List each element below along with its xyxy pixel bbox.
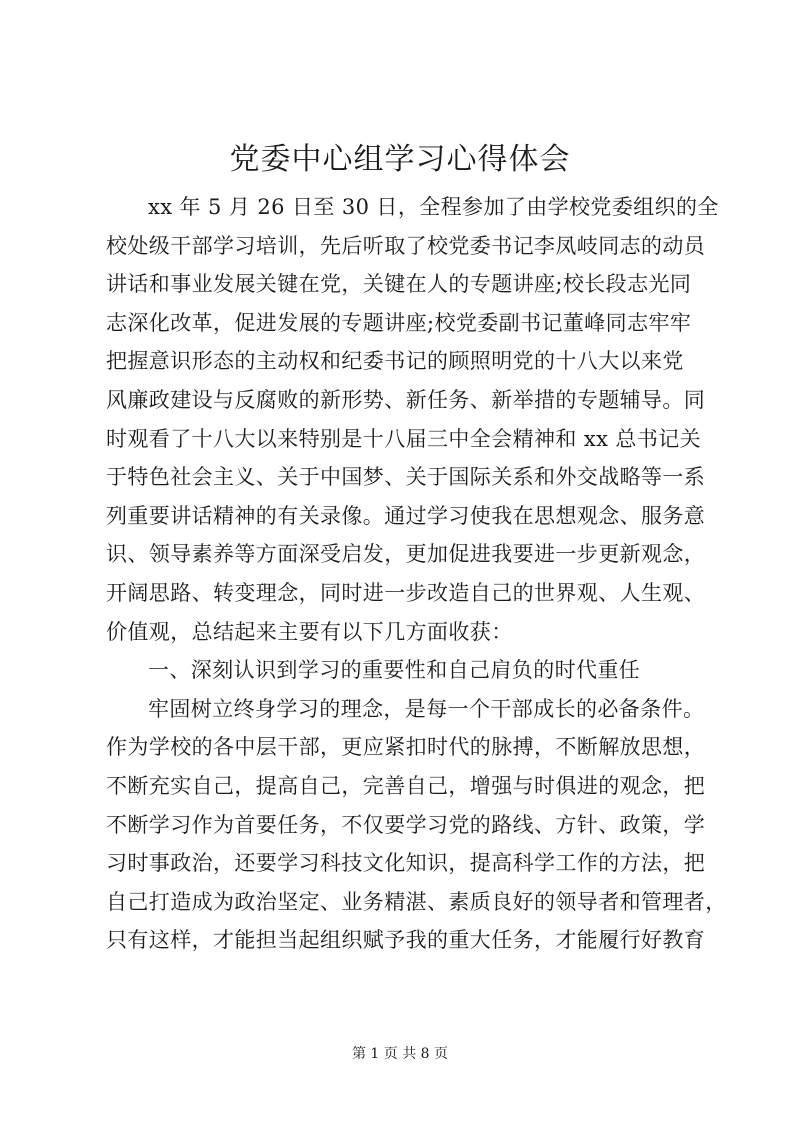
paragraph-line: 牢固树立终身学习的理念，是每一个干部成长的必备条件。 bbox=[148, 696, 705, 721]
paragraph-line: 自己打造成为政治坚定、业务精湛、素质良好的领导者和管理者， bbox=[106, 889, 727, 914]
document-title: 党委中心组学习心得体会 bbox=[229, 142, 571, 177]
paragraph-line: 作为学校的各中层干部，更应紧扣时代的脉搏，不断解放思想， bbox=[106, 735, 706, 760]
paragraph-line: xx 年 5 月 26 日至 30 日，全程参加了由学校党委组织的全 bbox=[148, 195, 719, 219]
section-heading: 一、深刻认识到学习的重要性和自己肩负的时代重任 bbox=[148, 658, 641, 683]
paragraph-line: 习时事政治，还要学习科技文化知识，提高科学工作的方法，把 bbox=[106, 851, 706, 876]
paragraph-line: 价值观，总结起来主要有以下几方面收获： bbox=[106, 619, 513, 644]
paragraph-line: 于特色社会主义、关于中国梦、关于国际关系和外交战略等一系 bbox=[106, 465, 706, 490]
paragraph-line: 把握意识形态的主动权和纪委书记的顾照明党的十八大以来党 bbox=[106, 349, 684, 374]
page-number-footer: 第 1 页 共 8 页 bbox=[351, 1046, 449, 1062]
paragraph-line: 不断学习作为首要任务，不仅要学习党的路线、方针、政策，学 bbox=[106, 812, 706, 837]
paragraph-line: 不断充实自己，提高自己，完善自己，增强与时俱进的观念，把 bbox=[106, 773, 706, 798]
document-body bbox=[106, 188, 727, 960]
paragraph-line: 志深化改革，促进发展的专题讲座;校党委副书记董峰同志牢牢 bbox=[106, 310, 692, 335]
paragraph-line: 风廉政建设与反腐败的新形势、新任务、新举措的专题辅导。同 bbox=[106, 387, 706, 412]
paragraph-line: 时观看了十八大以来特别是十八届三中全会精神和 xx 总书记关 bbox=[106, 426, 702, 451]
paragraph-line: 只有这样，才能担当起组织赋予我的重大任务，才能履行好教育 bbox=[106, 928, 706, 953]
paragraph-line: 开阔思路、转变理念，同时进一步改造自己的世界观、人生观、 bbox=[106, 580, 706, 605]
paragraph-line: 列重要讲话精神的有关录像。通过学习使我在思想观念、服务意 bbox=[106, 503, 706, 528]
paragraph-line: 识、领导素养等方面深受启发，更加促进我要进一步更新观念， bbox=[106, 542, 706, 567]
paragraph-line: 校处级干部学习培训，先后听取了校党委书记李凤岐同志的动员 bbox=[106, 233, 706, 258]
paragraph-line: 讲话和事业发展关键在党，关键在人的专题讲座;校长段志光同 bbox=[106, 272, 692, 297]
